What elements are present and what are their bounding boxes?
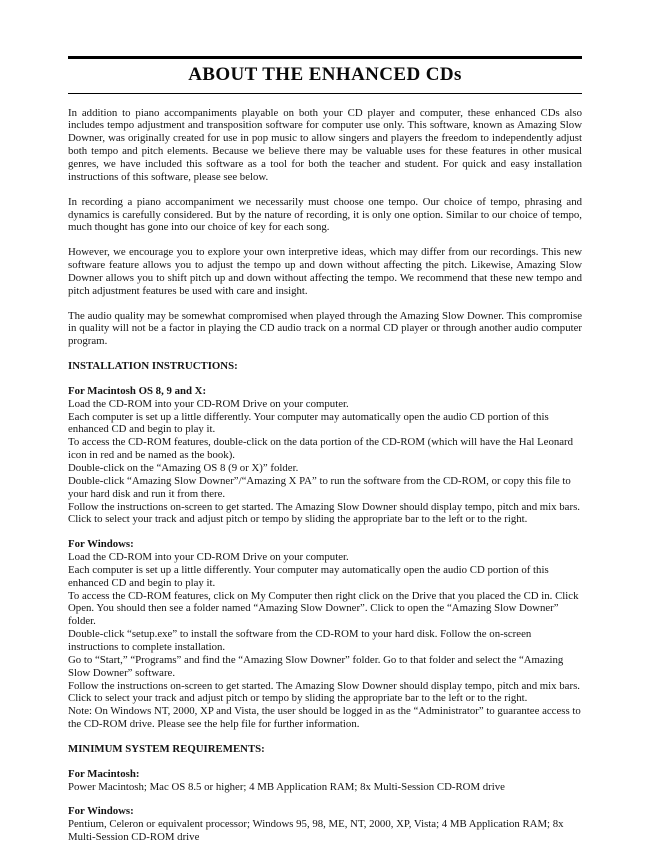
section-installation-instructions xyxy=(68,360,582,731)
instruction-line: Load the CD-ROM into your CD-ROM Drive on your computer. xyxy=(68,397,349,410)
instruction-line: To access the CD-ROM features, double-click on the data portion of the CD-ROM (which will have the Hal Leonard icon in red and be named as the book). xyxy=(68,436,574,462)
instruction-line: To access the CD-ROM features, click on My Computer then right click on the Drive that you placed the CD in. Click Open. You should then see a folder named “Amazing Slow Downer”. Click to open the “Amazing Slow Downer” folder. xyxy=(68,589,579,628)
section-heading: INSTALLATION INSTRUCTIONS: xyxy=(68,360,238,373)
requirements-line: Pentium, Celeron or equivalent processor; Windows 95, 98, ME, NT, 2000, XP, Vista; 4 MB Application RAM; 8x Multi-Session CD-ROM drive xyxy=(68,818,564,844)
instruction-line: Double-click “Amazing Slow Downer”/“Amazing X PA” to run the software from the CD-ROM, or copy this file to your hard disk and run it from there. xyxy=(68,474,571,500)
subsection-heading: For Macintosh: xyxy=(68,767,140,780)
requirements-line: Power Macintosh; Mac OS 8.5 or higher; 4 MB Application RAM; 8x Multi-Session CD-ROM drive xyxy=(68,780,505,793)
instruction-line: Follow the instructions on-screen to get started. The Amazing Slow Downer should display tempo, pitch and mix bars. Click to select your track and adjust pitch or tempo by sliding the appropriate bar to the left or to the right. xyxy=(68,679,580,705)
intro-paragraph: However, we encourage you to explore your own interpretive ideas, which may differ from our recordings. This new software feature allows you to adjust the tempo up and down without affecting the pitch. Likewise, Amazing Slow Downer allows you to shift pitch up and down without affecting the tempo. We recommend that these new tempo and pitch adjustment features be used with care and insight. xyxy=(68,246,582,297)
instruction-line: Go to “Start,” “Programs” and find the “Amazing Slow Downer” folder. Go to that folder and select the “Amazing Slow Downer” software. xyxy=(68,653,564,679)
subsection-windows-requirements xyxy=(68,805,582,844)
instruction-line: Load the CD-ROM into your CD-ROM Drive on your computer. xyxy=(68,551,349,564)
instruction-line: Double-click “setup.exe” to install the software from the CD-ROM to your hard disk. Follow the on-screen instructions to complete installation. xyxy=(68,628,532,653)
intro-paragraph: The audio quality may be somewhat compromised when played through the Amazing Slow Downer. This compromise in quality will not be a factor in playing the CD audio track on a normal CD player or through another audio computer program. xyxy=(68,309,582,348)
section-heading: MINIMUM SYSTEM REQUIREMENTS: xyxy=(68,742,265,755)
subsection-heading: For Macintosh OS 8, 9 and X: xyxy=(68,384,207,397)
instruction-line: Follow the instructions on-screen to get started. The Amazing Slow Downer should display tempo, pitch and mix bars. Click to select your track and adjust pitch or tempo by sliding the appropriate bar to the left or to the right. xyxy=(68,500,580,526)
subsection-heading: For Windows: xyxy=(68,538,134,551)
subsection-macintosh-requirements xyxy=(68,768,582,794)
subsection-macintosh-install xyxy=(68,385,582,526)
title-block xyxy=(68,56,582,94)
subsection-heading: For Windows: xyxy=(68,805,134,818)
instruction-line: Note: On Windows NT, 2000, XP and Vista, the user should be logged in as the “Administrator” to guarantee access to the CD-ROM drive. Please see the help file for further information. xyxy=(68,705,581,731)
subsection-windows-install xyxy=(68,538,582,731)
instruction-line: Each computer is set up a little differently. Your computer may automatically open the audio CD portion of this enhanced CD and begin to play it. xyxy=(68,410,549,436)
instruction-line: Double-click on the “Amazing OS 8 (9 or X)” folder. xyxy=(68,462,299,475)
intro-paragraph: In recording a piano accompaniment we necessarily must choose one tempo. Our choice of tempo, phrasing and dynamics is carefully considered. But by the nature of recording, it is only one option. Similar to our choice of tempo, much thought has gone into our choice of key for each song. xyxy=(68,195,582,234)
instruction-line: Each computer is set up a little differently. Your computer may automatically open the audio CD portion of this enhanced CD and begin to play it. xyxy=(68,563,549,589)
page-title: ABOUT THE ENHANCED CDs xyxy=(188,64,462,85)
section-minimum-system-requirements xyxy=(68,743,582,844)
intro-paragraph: In addition to piano accompaniments playable on both your CD player and computer, these enhanced CDs also includes tempo adjustment and transposition software for computer use only. This software, known as Amazing Slow Downer, was originally created for use in pop music to allow singers and players the freedom to independently adjust both tempo and pitch elements. Because we believe there may be valuable uses for these features in other musical genres, we have included this software as a tool for both the teacher and student. For quick and easy installation instructions of this software, please see below. xyxy=(68,106,582,183)
